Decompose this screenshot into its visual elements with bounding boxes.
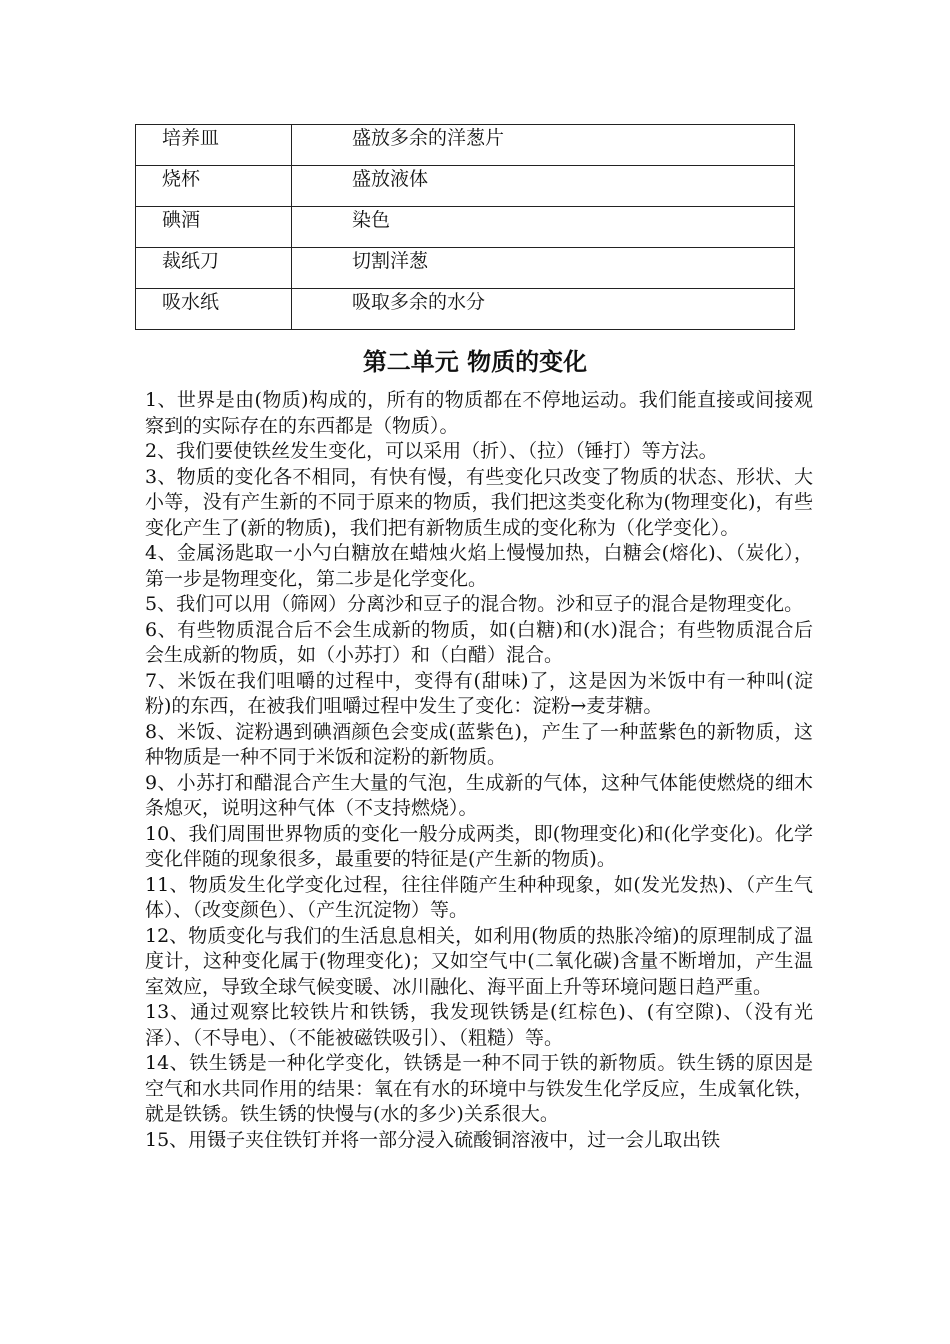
paragraph: 11、物质发生化学变化过程，往往伴随产生种种现象，如(发光发热)、（产生气体）、（改变颜色）、（产生沉淀物）等。 [145, 873, 813, 921]
table-cell-use: 盛放多余的洋葱片 [292, 125, 795, 166]
paragraph: 1、世界是由(物质)构成的，所有的物质都在不停地运动。我们能直接或间接观察到的实际存在的东西都是（物质）。 [145, 389, 813, 437]
tools-table [135, 124, 795, 330]
paragraph: 6、有些物质混合后不会生成新的物质，如(白糖)和(水)混合；有些物质混合后会生成新的物质，如（小苏打）和（白醋）混合。 [145, 618, 813, 666]
table-cell-item: 裁纸刀 [136, 248, 292, 289]
paragraph: 15、用镊子夹住铁钉并将一部分浸入硫酸铜溶液中，过一会儿取出铁 [145, 1128, 721, 1151]
paragraph: 8、米饭、淀粉遇到碘酒颜色会变成(蓝紫色)，产生了一种蓝紫色的新物质，这种物质是一种不同于米饭和淀粉的新物质。 [145, 720, 813, 768]
table-row [136, 207, 795, 248]
paragraph: 12、物质变化与我们的生活息息相关，如利用(物质的热胀冷缩)的原理制成了温度计，这种变化属于(物理变化)；又如空气中(二氧化碳)含量不断增加，产生温室效应，导致全球气候变暖、冰川融化、海平面上升等环境问题日趋严重。 [145, 924, 813, 998]
table-cell-use: 染色 [292, 207, 795, 248]
paragraph: 3、物质的变化各不相同，有快有慢，有些变化只改变了物质的状态、形状、大小等，没有产生新的不同于原来的物质，我们把这类变化称为(物理变化)，有些变化产生了(新的物质)，我们把有新物质生成的变化称为（化学变化）。 [145, 465, 813, 539]
section-body [145, 388, 813, 1153]
table-cell-use: 盛放液体 [292, 166, 795, 207]
table-cell-use: 吸取多余的水分 [292, 289, 795, 330]
section-title: 第二单元 物质的变化 [362, 348, 588, 376]
paragraph: 13、通过观察比较铁片和铁锈，我发现铁锈是(红棕色)、(有空隙)、（没有光泽）、（不导电）、（不能被磁铁吸引）、（粗糙）等。 [145, 1001, 813, 1049]
paragraph: 9、小苏打和醋混合产生大量的气泡，生成新的气体，这种气体能使燃烧的细木条熄灭，说明这种气体（不支持燃烧）。 [145, 771, 813, 819]
paragraph: 4、金属汤匙取一小勺白糖放在蜡烛火焰上慢慢加热，白糖会(熔化)、（炭化），第一步是物理变化，第二步是化学变化。 [145, 542, 813, 590]
table-row [136, 289, 795, 330]
table-cell-item: 培养皿 [136, 125, 292, 166]
paragraph: 7、米饭在我们咀嚼的过程中，变得有(甜味)了，这是因为米饭中有一种叫(淀粉)的东西，在被我们咀嚼过程中发生了变化：淀粉→麦芽糖。 [145, 669, 813, 717]
table-cell-item: 碘酒 [136, 207, 292, 248]
table-cell-item: 烧杯 [136, 166, 292, 207]
paragraph: 14、铁生锈是一种化学变化，铁锈是一种不同于铁的新物质。铁生锈的原因是空气和水共同作用的结果：氧在有水的环境中与铁发生化学反应，生成氧化铁，就是铁锈。铁生锈的快慢与(水的多少)关系很大。 [145, 1052, 813, 1125]
paragraph: 5、我们可以用（筛网）分离沙和豆子的混合物。沙和豆子的混合是物理变化。 [145, 593, 804, 615]
table-cell-use: 切割洋葱 [292, 248, 795, 289]
paragraph: 2、我们要使铁丝发生变化，可以采用（折）、（拉）（锤打）等方法。 [145, 440, 718, 462]
table-row [136, 166, 795, 207]
paragraph: 10、我们周围世界物质的变化一般分成两类，即(物理变化)和(化学变化)。化学变化伴随的现象很多，最重要的特征是(产生新的物质)。 [145, 822, 813, 870]
table-cell-item: 吸水纸 [136, 289, 292, 330]
table-row [136, 125, 795, 166]
table-row [136, 248, 795, 289]
tools-table-body [136, 125, 795, 330]
